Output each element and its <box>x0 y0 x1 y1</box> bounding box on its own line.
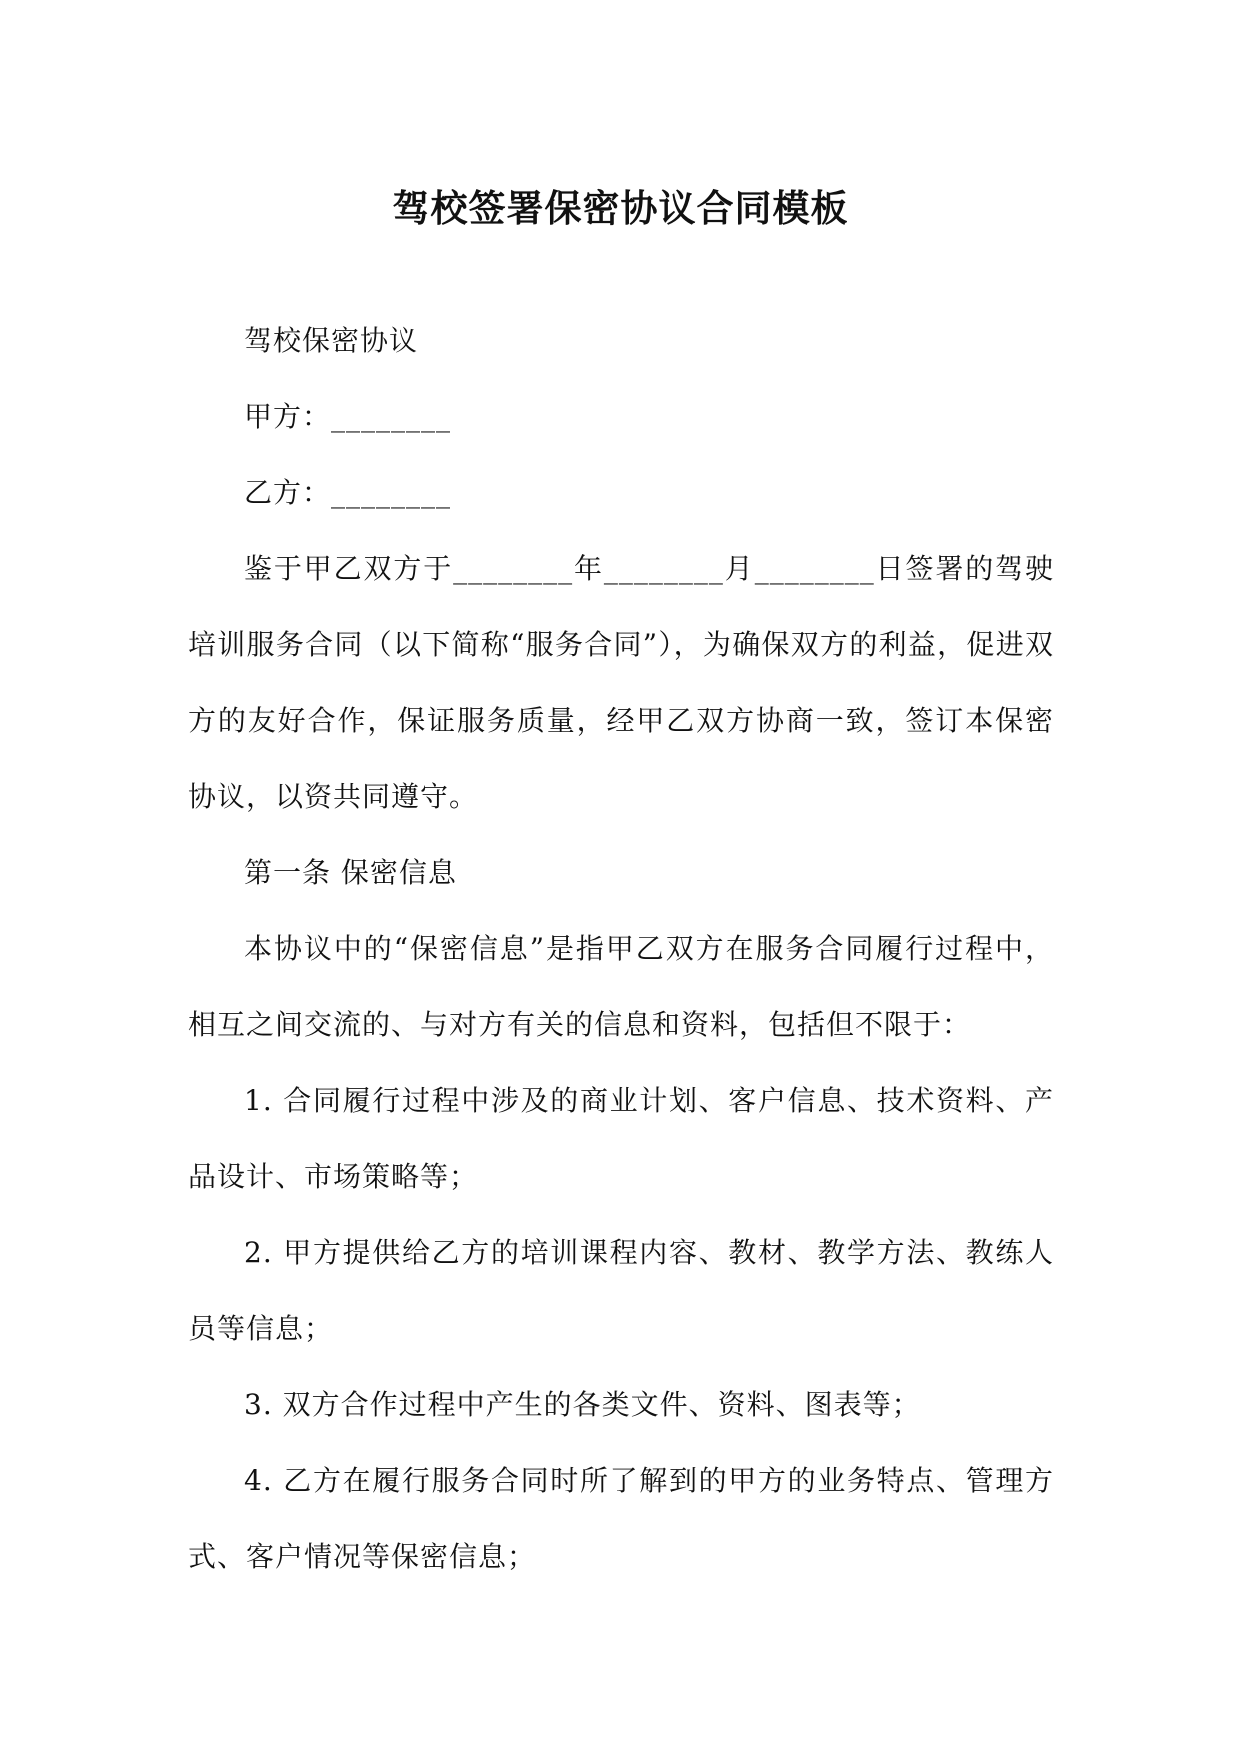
month-blank: ________ <box>603 552 724 585</box>
party-b-blank: ________ <box>331 476 452 509</box>
intro-paragraph <box>188 531 1054 835</box>
intro-text-start: 鉴于甲乙双方于 <box>244 552 454 585</box>
month-label: 月 <box>723 552 755 585</box>
party-a-line <box>188 379 1054 455</box>
year-label: 年 <box>573 552 604 585</box>
party-b-label: 乙方： <box>244 476 332 509</box>
year-blank: ________ <box>453 552 574 585</box>
list-item-4: 4. 乙方在履行服务合同时所了解到的甲方的业务特点、管理方式、客户情况等保密信息； <box>188 1464 1054 1573</box>
list-item-2: 2. 甲方提供给乙方的培训课程内容、教材、教学方法、教练人员等信息； <box>188 1236 1054 1345</box>
party-a-blank: ________ <box>331 400 452 433</box>
document-body <box>188 303 1054 1595</box>
party-b-line <box>188 455 1054 531</box>
party-a-label: 甲方： <box>244 400 332 433</box>
intro-text-end: 日签署的驾驶培训服务合同（以下简称“服务合同”），为确保双方的利益，促进双方的友好合作，保证服务质量，经甲乙双方协商一致，签订本保密协议，以资共同遵守。 <box>188 552 1054 813</box>
article-1-heading: 第一条 保密信息 <box>244 856 457 889</box>
list-item-1: 1. 合同履行过程中涉及的商业计划、客户信息、技术资料、产品设计、市场策略等； <box>188 1084 1054 1193</box>
day-blank: ________ <box>754 552 875 585</box>
article-1-definition: 本协议中的“保密信息”是指甲乙双方在服务合同履行过程中，相互之间交流的、与对方有关的信息和资料，包括但不限于： <box>188 932 1054 1041</box>
list-item-3: 3. 双方合作过程中产生的各类文件、资料、图表等； <box>244 1388 921 1421</box>
document-title: 驾校签署保密协议合同模板 <box>392 186 849 230</box>
agreement-subtitle: 驾校保密协议 <box>244 324 419 357</box>
